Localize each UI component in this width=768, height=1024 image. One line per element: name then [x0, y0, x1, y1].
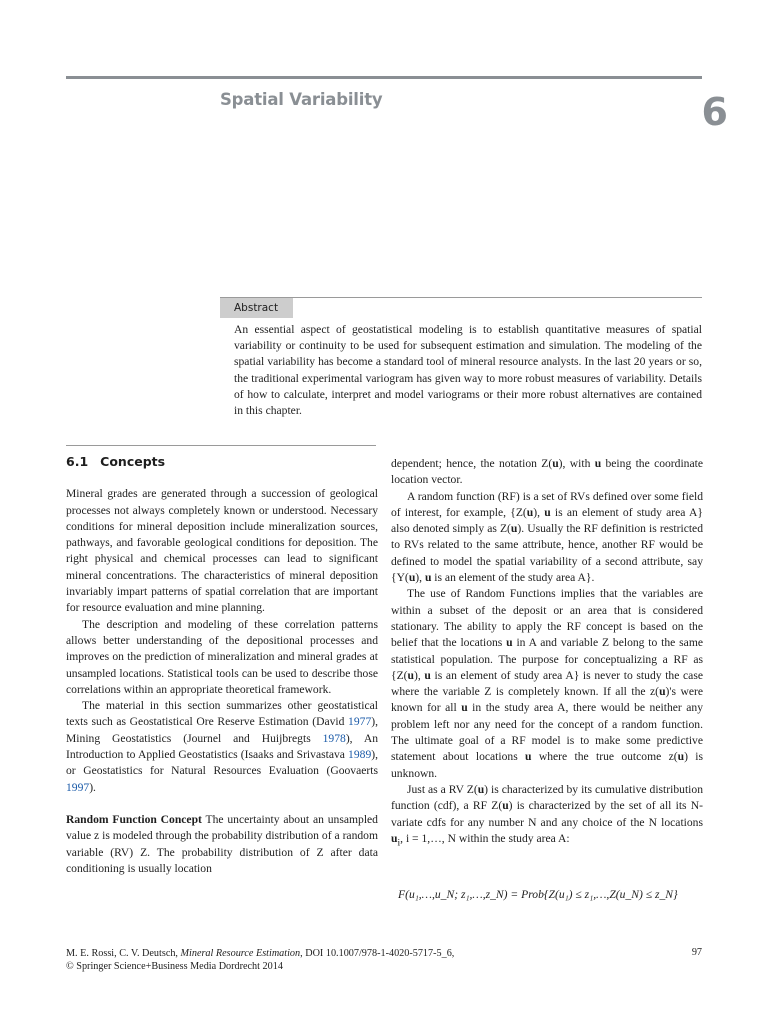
citation-link[interactable]: 1978: [322, 731, 346, 745]
paragraph: The description and modeling of these correlation patterns allows better understanding of the depositional processes and improves on the prediction of mineralization and mineral grades at unsampled locations. Statistical tools can be used to describe those correlations within an appropriate theoretical framework.: [66, 617, 378, 696]
section-heading: [66, 454, 378, 470]
paragraph: Mineral grades are generated through a succession of geological processes not always completely known or understood. Necessary conditions for mineral deposition include mineralization sources, pathways, and favorable geological conditions for deposition. The right physical and chemical processes can lead to significant mineral concentrations. The characteristics of mineral deposition invariably impart patterns of spatial correlation that are important for resource evaluation and mine planning.: [66, 487, 378, 615]
paragraph: Random Function Concept The uncertainty about an unsampled value z is modeled through the probability distribution of a random variable (RV) Z. The probability distribution of Z after data conditioning is usually location: [66, 812, 378, 875]
page-number: 97: [691, 947, 702, 958]
section-title: Concepts: [100, 454, 166, 469]
paragraph: A random function (RF) is a set of RVs defined over some field of interest, for example, {Z(u), u is an element of study area A} also denoted simply as Z(u). Usually the RF definition is restricted to RVs related to the same attribute, hence, another RF would be defined to model the spatial variability of a second attribute, say {Y(u), u is an element of the study area A}.: [391, 489, 703, 585]
section-number: 6.1: [66, 454, 89, 469]
citation-link[interactable]: 1989: [348, 748, 372, 762]
header-rule: [66, 76, 702, 79]
paragraph: dependent; hence, the notation Z(u), with u being the coordinate location vector.: [391, 457, 703, 487]
abstract-label: Abstract: [220, 298, 293, 318]
paragraph: The material in this section summarizes other geostatistical texts such as Geostatistical Ore Reserve Estimation (David 1977), Mining Geostatistics (Journel and Huijbregts 1978), An Introduction to Applied Geostatistics (Isaaks and Srivastava 1989), or Geostatistics for Natural Resources Evaluation (Goovaerts 1997).: [66, 699, 379, 794]
citation-link[interactable]: 1997: [66, 780, 90, 794]
right-column: [391, 456, 703, 851]
abstract-text: An essential aspect of geostatistical modeling is to establish quantitative measures of spatial variability or continuity to be used for subsequent estimation and simulation. The modeling of the spatial variability has become a standard tool of mineral resource analysts. In the last 20 years or so, the traditional experimental variogram has given way to more robust measures of variability. Details of how to calculate, interpret and model variograms or their more robust alternatives are contained in this chapter.: [234, 323, 702, 418]
paragraph: The use of Random Functions implies that the variables are within a subset of the deposit or an area that is considered stationary. The ability to apply the RF concept is based on the belief that the locations u in A and variable Z belong to the same statistical population. The purpose for conceptualizing a RF as {Z(u), u is an element of study area A} is never to study the case where the variable Z is completely known. If all the z(u)'s were known for all u in the study area A, there would be neither any problem left nor any need for the concept of a random function. The ultimate goal of a RF model is to make some predictive statement about locations u where the true outcome z(u) is unknown.: [391, 587, 703, 780]
chapter-title: Spatial Variability: [220, 90, 383, 109]
equation: F(u₁,…,u_N; z₁,…,z_N) = Prob{Z(u₁) ≤ z₁,…,Z(u_N) ≤ z_N}: [398, 888, 678, 901]
footer-citation: M. E. Rossi, C. V. Deutsch, Mineral Resource Estimation, DOI 10.1007/978-1-4020-5717-5_6, © Springer Science+Business Media Dordrecht 2014: [66, 948, 455, 972]
run-in-heading: Random Function Concept: [66, 812, 202, 826]
citation-link[interactable]: 1977: [348, 715, 372, 729]
chapter-number: 6: [701, 90, 728, 134]
copyright-line: © Springer Science+Business Media Dordrecht 2014: [66, 961, 283, 972]
left-column: [66, 446, 378, 877]
paragraph: Just as a RV Z(u) is characterized by its cumulative distribution function (cdf), a RF Z(u) is characterized by the set of all its N-variate cdfs for any number N and any choice of the N locations $u_i$, i = 1,…, N within the study area A:: [391, 782, 703, 849]
